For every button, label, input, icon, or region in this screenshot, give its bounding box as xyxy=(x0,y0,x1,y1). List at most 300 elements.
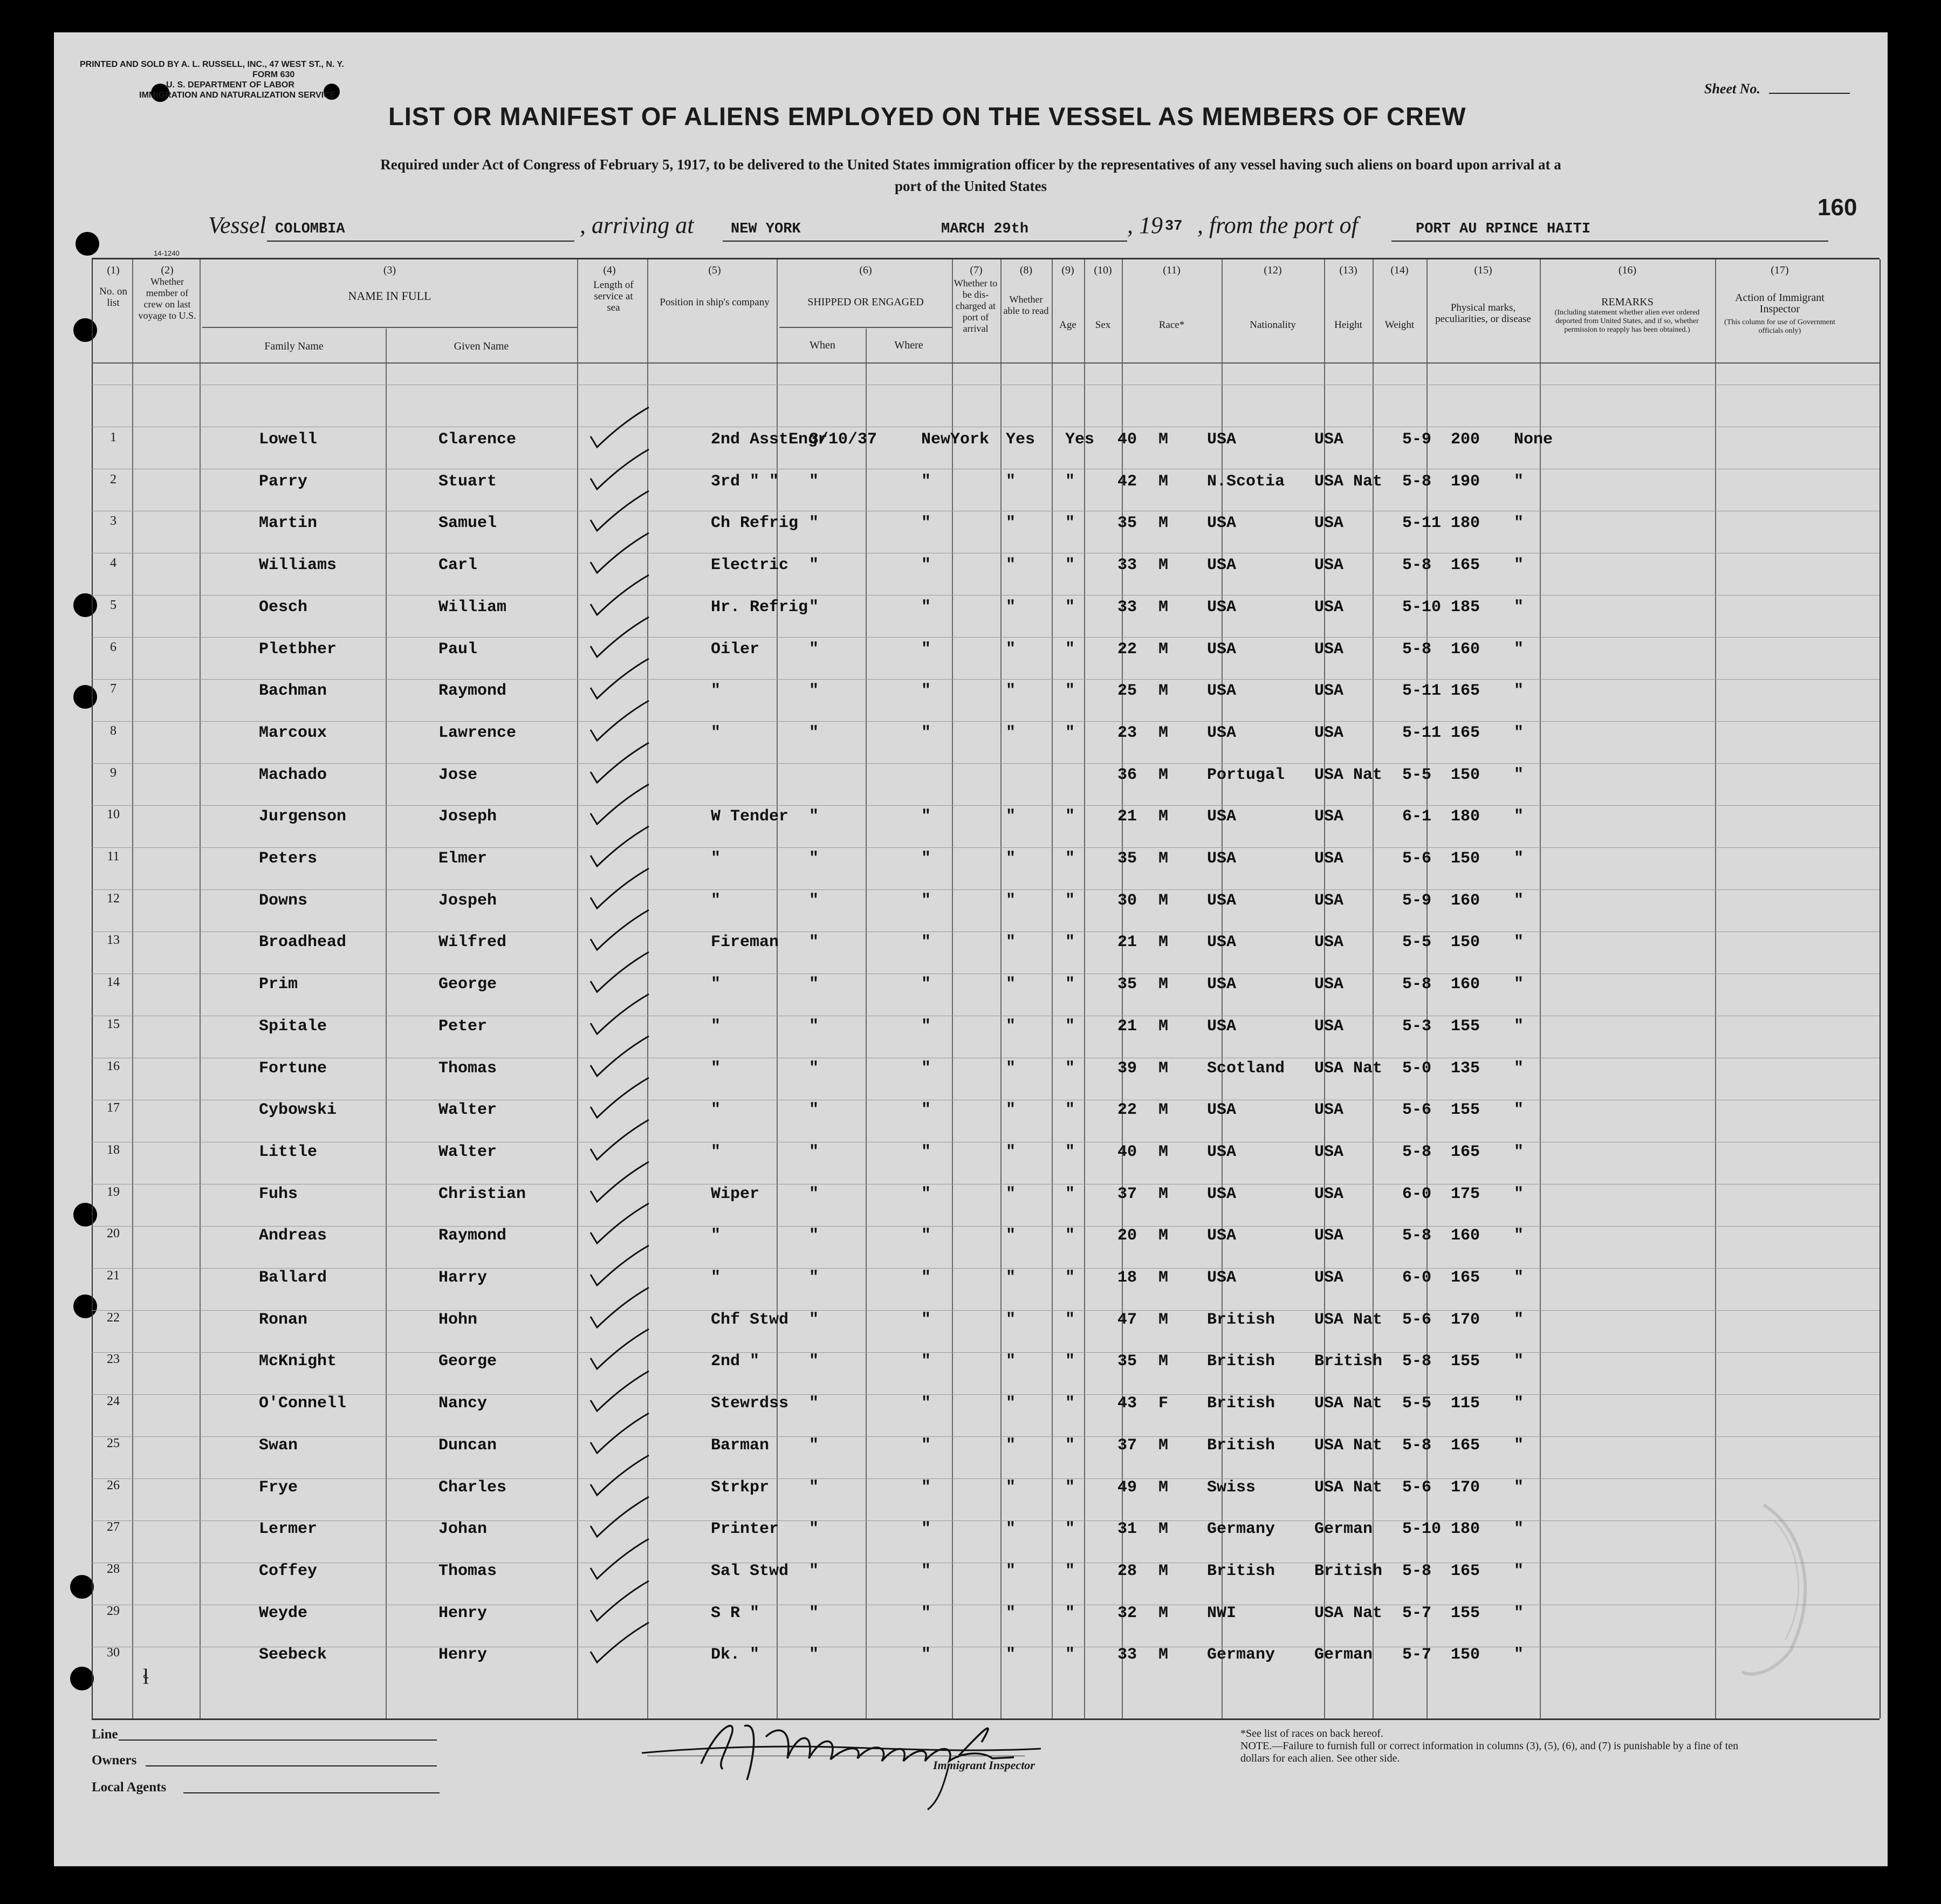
port-underline xyxy=(723,241,949,242)
cell-family: Cybowski xyxy=(259,1101,337,1120)
cell-position: " xyxy=(711,975,721,994)
cell-family: Williams xyxy=(259,556,337,575)
cell-height: 5-8 xyxy=(1402,975,1432,994)
col-header-member: Whether member of crew on last voyage to U.S. xyxy=(138,276,196,321)
col-num-12: (12) xyxy=(1264,264,1282,276)
cell-discharged: " xyxy=(1006,1269,1016,1287)
cell-weight: 165 xyxy=(1451,1436,1480,1455)
col-num-16: (16) xyxy=(1618,264,1637,276)
vessel-label: Vessel xyxy=(208,212,266,238)
cell-marks: " xyxy=(1514,1017,1524,1036)
cell-where: " xyxy=(921,975,931,994)
cell-race: USA xyxy=(1207,514,1237,533)
cell-nationality: USA xyxy=(1314,1184,1344,1203)
col-num-9: (9) xyxy=(1061,264,1074,276)
vessel-underline xyxy=(267,241,574,242)
arrival-date: MARCH 29th xyxy=(941,221,1029,237)
cell-position: " xyxy=(711,682,721,701)
row-number: 25 xyxy=(107,1436,120,1450)
col-header-sex: Sex xyxy=(1095,319,1111,331)
cell-read: " xyxy=(1065,598,1075,617)
row-number: 4 xyxy=(110,556,116,571)
cell-given: Samuel xyxy=(438,514,497,533)
cell-height: 5-5 xyxy=(1402,933,1432,952)
cell-marks: " xyxy=(1514,1646,1524,1665)
row-rule xyxy=(92,679,1880,680)
col-header-remarks-note: (Including statement whether alien ever ordered deported from United States, and if so, whether permission to reapply has been obtained.) xyxy=(1554,309,1700,334)
cell-read: " xyxy=(1065,1184,1075,1203)
cell-marks: None xyxy=(1514,430,1553,449)
vessel-name: COLOMBIA xyxy=(275,221,345,237)
cell-given: Carl xyxy=(438,556,478,575)
cell-weight: 165 xyxy=(1451,556,1480,575)
cell-where: " xyxy=(921,472,931,491)
cell-position: Fireman xyxy=(711,933,779,952)
cell-position: " xyxy=(711,850,721,868)
cell-read: " xyxy=(1065,1227,1075,1245)
cell-discharged: " xyxy=(1006,472,1016,491)
cell-discharged: " xyxy=(1006,975,1016,994)
cell-weight: 155 xyxy=(1451,1017,1480,1036)
cell-family: Jurgenson xyxy=(259,807,347,826)
cell-discharged: " xyxy=(1006,891,1016,910)
cell-where: " xyxy=(921,1604,931,1622)
cell-position: Oiler xyxy=(711,640,760,659)
cell-position: Sal Stwd xyxy=(711,1561,789,1580)
page-subtitle xyxy=(129,154,1812,197)
cell-given: Clarence xyxy=(438,430,517,449)
row-number: 1 xyxy=(110,430,116,444)
cell-given: Henry xyxy=(438,1646,488,1665)
cell-marks: " xyxy=(1514,682,1524,701)
cell-race: USA xyxy=(1207,850,1237,868)
cell-height: 5-7 xyxy=(1402,1604,1432,1622)
arrival-year: 37 xyxy=(1165,218,1183,235)
cell-sex: M xyxy=(1158,1352,1169,1371)
row-number: 19 xyxy=(107,1184,120,1199)
cell-age: 33 xyxy=(1117,1646,1137,1665)
cell-discharged: " xyxy=(1006,1310,1016,1329)
row-number: 26 xyxy=(107,1478,120,1492)
cell-weight: 160 xyxy=(1451,1227,1480,1245)
cell-discharged: " xyxy=(1006,514,1016,533)
cell-family: Seebeck xyxy=(259,1646,327,1665)
cell-age: 25 xyxy=(1117,682,1137,701)
cell-height: 5-11 xyxy=(1402,682,1442,701)
cell-height: 6-0 xyxy=(1402,1269,1432,1287)
cell-nationality: USA xyxy=(1314,598,1344,617)
cell-sex: M xyxy=(1158,1478,1169,1497)
row-number: 24 xyxy=(107,1394,120,1409)
cell-race: USA xyxy=(1207,1227,1237,1245)
cell-given: Henry xyxy=(438,1604,488,1622)
cell-when: " xyxy=(809,1646,819,1665)
cell-given: William xyxy=(438,598,507,617)
races-note: *See list of races on back hereof. xyxy=(1240,1728,1383,1739)
cell-family: Downs xyxy=(259,891,308,910)
cell-nationality: USA Nat xyxy=(1314,1436,1383,1455)
cell-where: " xyxy=(921,598,931,617)
cell-where: " xyxy=(921,850,931,868)
cell-height: 5-8 xyxy=(1402,556,1432,575)
cell-sex: M xyxy=(1158,1436,1169,1455)
col-num-7: (7) xyxy=(970,264,983,276)
cell-sex: M xyxy=(1158,975,1169,994)
cell-discharged: " xyxy=(1006,1478,1016,1497)
cell-read: " xyxy=(1065,1561,1075,1580)
penalty-note: NOTE.—Failure to furnish full or correct information in columns (3), (5), (6), and (7) is punishable by a fine of ten dollars for each alien. See other side. xyxy=(1240,1740,1739,1764)
cell-height: 5-5 xyxy=(1402,765,1432,784)
cell-family: Fuhs xyxy=(259,1184,298,1203)
cell-given: Walter xyxy=(438,1101,497,1120)
cell-family: Spitale xyxy=(259,1017,327,1036)
arriving-label: , arriving at xyxy=(580,212,694,238)
cell-nationality: USA xyxy=(1314,640,1344,659)
cell-nationality: USA xyxy=(1314,1017,1344,1036)
row-number: 21 xyxy=(107,1269,120,1283)
check-mark xyxy=(585,1618,655,1669)
cell-discharged: " xyxy=(1006,1436,1016,1455)
departure-port: PORT AU RPINCE HAITI xyxy=(1416,221,1591,237)
cell-when: 3/10/37 xyxy=(809,430,877,449)
cell-weight: 150 xyxy=(1451,1646,1480,1665)
cell-height: 5-8 xyxy=(1402,640,1432,659)
form-number: FORM 630 xyxy=(252,70,295,79)
cell-discharged: " xyxy=(1006,723,1016,742)
cell-sex: M xyxy=(1158,765,1169,784)
cell-when: " xyxy=(809,1142,819,1161)
sheet-number-label: Sheet No. xyxy=(1704,81,1760,97)
cell-nationality: USA xyxy=(1314,682,1344,701)
cell-family: O'Connell xyxy=(259,1394,347,1413)
cell-when: " xyxy=(809,1227,819,1245)
cell-weight: 150 xyxy=(1451,933,1480,952)
cell-where: " xyxy=(921,1142,931,1161)
cell-height: 5-8 xyxy=(1402,1561,1432,1580)
cell-when: " xyxy=(809,472,819,491)
cell-height: 6-0 xyxy=(1402,1184,1432,1203)
cell-race: USA xyxy=(1207,640,1237,659)
cell-weight: 155 xyxy=(1451,1604,1480,1622)
row-number: 5 xyxy=(110,598,116,612)
cell-discharged: " xyxy=(1006,1059,1016,1078)
cell-discharged: " xyxy=(1006,682,1016,701)
cell-discharged: " xyxy=(1006,1101,1016,1120)
footer-agents-underline xyxy=(183,1792,440,1793)
cell-position: " xyxy=(711,1227,721,1245)
cell-discharged: " xyxy=(1006,1142,1016,1161)
row-number: 27 xyxy=(107,1520,120,1535)
cell-family: Prim xyxy=(259,975,298,994)
cell-discharged: " xyxy=(1006,1394,1016,1413)
cell-height: 5-6 xyxy=(1402,1310,1432,1329)
cell-given: Duncan xyxy=(438,1436,497,1455)
cell-discharged: " xyxy=(1006,1604,1016,1622)
cell-age: 21 xyxy=(1117,807,1137,826)
cell-position: " xyxy=(711,891,721,910)
cell-marks: " xyxy=(1514,807,1524,826)
cell-read: " xyxy=(1065,1436,1075,1455)
cell-race: USA xyxy=(1207,1142,1237,1161)
cell-discharged: " xyxy=(1006,1352,1016,1371)
cell-race: USA xyxy=(1207,682,1237,701)
cell-height: 5-9 xyxy=(1402,891,1432,910)
cell-race: British xyxy=(1207,1310,1275,1329)
cell-sex: M xyxy=(1158,640,1169,659)
cell-read: " xyxy=(1065,1646,1075,1665)
stray-mark: ɬ xyxy=(143,1665,149,1689)
cell-given: Jospeh xyxy=(438,891,497,910)
cell-sex: M xyxy=(1158,850,1169,868)
col-header-physical-marks: Physical marks, peculiarities, or disease xyxy=(1435,302,1531,325)
cell-position: 2nd " xyxy=(711,1352,760,1371)
cell-age: 43 xyxy=(1117,1394,1137,1413)
col-header-remarks: REMARKS xyxy=(1601,296,1654,308)
row-rule xyxy=(92,1310,1880,1311)
col-header-race: Race* xyxy=(1158,319,1185,331)
row-rule xyxy=(92,637,1880,638)
cell-where: " xyxy=(921,1352,931,1371)
row-number: 23 xyxy=(107,1352,120,1367)
cell-position: Hr. Refrig xyxy=(711,598,808,617)
cell-where: " xyxy=(921,1059,931,1078)
cell-where: " xyxy=(921,556,931,575)
cell-read: " xyxy=(1065,850,1075,868)
subtitle-line-1: Required under Act of Congress of February 5, 1917, to be delivered to the United States immigration officer by the representatives of any vessel having such aliens on board upon arrival at a xyxy=(380,156,1561,173)
cell-sex: M xyxy=(1158,472,1169,491)
row-number: 2 xyxy=(110,472,116,487)
cell-nationality: USA xyxy=(1314,1269,1344,1287)
row-rule xyxy=(92,1478,1880,1479)
cell-where: " xyxy=(921,682,931,701)
col-num-3: (3) xyxy=(383,264,396,276)
col-header-inspector-note: (This column for use of Government officials only) xyxy=(1724,318,1835,335)
cell-given: Charles xyxy=(438,1478,507,1497)
cell-marks: " xyxy=(1514,1227,1524,1245)
col-num-5: (5) xyxy=(708,264,721,276)
col-num-1: (1) xyxy=(107,264,120,276)
cell-nationality: USA Nat xyxy=(1314,1604,1383,1622)
cell-when: " xyxy=(809,933,819,952)
cell-nationality: USA Nat xyxy=(1314,1394,1383,1413)
cell-when: " xyxy=(809,891,819,910)
row-rule xyxy=(92,1394,1880,1395)
cell-age: 22 xyxy=(1117,1101,1137,1120)
cell-nationality: USA Nat xyxy=(1314,1478,1383,1497)
cell-where: NewYork xyxy=(921,430,990,449)
cell-age: 37 xyxy=(1117,1436,1137,1455)
cell-weight: 150 xyxy=(1451,765,1480,784)
sheet-number-line xyxy=(1769,93,1850,94)
cell-height: 5-8 xyxy=(1402,472,1432,491)
footer-owners-underline xyxy=(146,1765,437,1766)
col-header-position: Position in ship's company xyxy=(660,297,770,308)
column-divider xyxy=(200,259,201,1718)
cell-position: " xyxy=(711,1269,721,1287)
cell-sex: M xyxy=(1158,556,1169,575)
cell-age: 32 xyxy=(1117,1604,1137,1622)
cell-age: 21 xyxy=(1117,1017,1137,1036)
printer-line: PRINTED AND SOLD BY A. L. RUSSELL, INC., 47 WEST ST., N. Y. xyxy=(80,60,344,69)
cell-read: " xyxy=(1065,1059,1075,1078)
cell-weight: 150 xyxy=(1451,850,1480,868)
cell-height: 5-9 xyxy=(1402,430,1432,449)
col-header-age: Age xyxy=(1059,319,1076,331)
column-divider xyxy=(952,259,953,1718)
cell-nationality: USA Nat xyxy=(1314,765,1383,784)
cell-nationality: USA xyxy=(1314,891,1344,910)
cell-discharged: " xyxy=(1006,1017,1016,1036)
col-header-read: Whether able to read xyxy=(1003,294,1049,316)
cell-height: 5-11 xyxy=(1402,723,1442,742)
footer-line-label: Line xyxy=(92,1727,118,1742)
column-divider xyxy=(577,259,578,1718)
cell-age: 23 xyxy=(1117,723,1137,742)
cell-family: Peters xyxy=(259,850,318,868)
cell-read: " xyxy=(1065,807,1075,826)
cell-family: Marcoux xyxy=(259,723,327,742)
cell-age: 42 xyxy=(1117,472,1137,491)
cell-read: " xyxy=(1065,1310,1075,1329)
cell-position: Strkpr xyxy=(711,1478,770,1497)
from-port-label: , from the port of xyxy=(1197,212,1358,238)
cell-position: Printer xyxy=(711,1520,779,1539)
cell-when: " xyxy=(809,1478,819,1497)
cell-nationality: USA Nat xyxy=(1314,472,1383,491)
row-number: 30 xyxy=(107,1646,120,1660)
cell-race: Germany xyxy=(1207,1520,1275,1539)
service-line: IMMIGRATION AND NATURALIZATION SERVICE xyxy=(139,91,336,100)
row-rule xyxy=(92,847,1880,848)
cell-nationality: USA xyxy=(1314,850,1344,868)
row-rule xyxy=(92,1352,1880,1353)
cell-weight: 165 xyxy=(1451,1269,1480,1287)
cell-marks: " xyxy=(1514,723,1524,742)
cell-weight: 160 xyxy=(1451,891,1480,910)
row-number: 29 xyxy=(107,1604,120,1618)
header-bottom-rule xyxy=(92,362,1880,364)
cell-given: Johan xyxy=(438,1520,488,1539)
cell-weight: 180 xyxy=(1451,1520,1480,1539)
row-number: 12 xyxy=(107,891,120,906)
cell-discharged: " xyxy=(1006,640,1016,659)
cell-weight: 170 xyxy=(1451,1310,1480,1329)
cell-weight: 135 xyxy=(1451,1059,1480,1078)
cell-position: Wiper xyxy=(711,1184,760,1203)
cell-position: Electric xyxy=(711,556,789,575)
cell-read: " xyxy=(1065,891,1075,910)
cell-read: " xyxy=(1065,514,1075,533)
row-number: 13 xyxy=(107,933,120,948)
cell-position: 2nd AsstEngr xyxy=(711,430,828,449)
cell-sex: M xyxy=(1158,1561,1169,1580)
row-number: 11 xyxy=(107,850,120,864)
cell-height: 5-8 xyxy=(1402,1352,1432,1371)
cell-height: 5-7 xyxy=(1402,1646,1432,1665)
cell-read: " xyxy=(1065,472,1075,491)
col-header-where: Where xyxy=(894,339,923,351)
cell-nationality: USA xyxy=(1314,556,1344,575)
cell-height: 5-10 xyxy=(1402,1520,1442,1539)
cell-family: Little xyxy=(259,1142,318,1161)
cell-family: Lermer xyxy=(259,1520,318,1539)
cell-race: N.Scotia xyxy=(1207,472,1285,491)
cell-discharged: " xyxy=(1006,933,1016,952)
page-number: 160 xyxy=(1817,194,1857,221)
cell-weight: 160 xyxy=(1451,640,1480,659)
cell-race: USA xyxy=(1207,1101,1237,1120)
cell-height: 5-3 xyxy=(1402,1017,1432,1036)
footer-owners-label: Owners xyxy=(92,1753,137,1768)
cell-weight: 155 xyxy=(1451,1352,1480,1371)
row-number: 14 xyxy=(107,975,120,990)
departure-underline xyxy=(1391,241,1828,242)
row-number: 6 xyxy=(110,640,116,654)
punch-hole xyxy=(70,1575,94,1599)
cell-race: British xyxy=(1207,1352,1275,1371)
cell-weight: 160 xyxy=(1451,975,1480,994)
cell-marks: " xyxy=(1514,1269,1524,1287)
cell-marks: " xyxy=(1514,1520,1524,1539)
cell-marks: " xyxy=(1514,1436,1524,1455)
printer-info xyxy=(80,59,344,100)
cell-where: " xyxy=(921,1436,931,1455)
cell-marks: " xyxy=(1514,850,1524,868)
cell-marks: " xyxy=(1514,1604,1524,1622)
cell-when: " xyxy=(809,723,819,742)
cell-race: USA xyxy=(1207,807,1237,826)
page-title: LIST OR MANIFEST OF ALIENS EMPLOYED ON THE VESSEL AS MEMBERS OF CREW xyxy=(388,102,1466,131)
cell-age: 18 xyxy=(1117,1269,1137,1287)
punch-hole xyxy=(76,232,99,256)
col-header-inspector-action: Action of Immigrant Inspector xyxy=(1735,292,1825,315)
col-num-14: (14) xyxy=(1390,264,1409,276)
cell-nationality: British xyxy=(1314,1561,1383,1580)
cell-given: Paul xyxy=(438,640,478,659)
cell-when: " xyxy=(809,1101,819,1120)
cell-height: 5-8 xyxy=(1402,1142,1432,1161)
cell-position: Stewrdss xyxy=(711,1394,789,1413)
row-number: 9 xyxy=(110,765,116,780)
row-number: 15 xyxy=(107,1017,120,1031)
cell-marks: " xyxy=(1514,765,1524,784)
cell-weight: 190 xyxy=(1451,472,1480,491)
cell-discharged: " xyxy=(1006,850,1016,868)
cell-nationality: USA xyxy=(1314,430,1344,449)
column-divider xyxy=(1000,259,1002,1718)
cell-sex: M xyxy=(1158,1310,1169,1329)
cell-given: Peter xyxy=(438,1017,488,1036)
cell-given: Thomas xyxy=(438,1561,497,1580)
cell-when: " xyxy=(809,1269,819,1287)
cell-nationality: USA Nat xyxy=(1314,1059,1383,1078)
cell-sex: M xyxy=(1158,1269,1169,1287)
cell-read: " xyxy=(1065,1101,1075,1120)
cell-nationality: USA xyxy=(1314,723,1344,742)
col-num-8: (8) xyxy=(1019,264,1033,276)
cell-marks: " xyxy=(1514,1142,1524,1161)
cell-marks: " xyxy=(1514,598,1524,617)
cell-when: " xyxy=(809,1059,819,1078)
cell-sex: F xyxy=(1158,1394,1169,1413)
cell-given: George xyxy=(438,1352,497,1371)
col-header-weight: Weight xyxy=(1384,319,1415,331)
cell-family: Pletbher xyxy=(259,640,337,659)
cell-position: Dk. " xyxy=(711,1646,760,1665)
cell-marks: " xyxy=(1514,640,1524,659)
cell-race: USA xyxy=(1207,933,1237,952)
cell-marks: " xyxy=(1514,556,1524,575)
